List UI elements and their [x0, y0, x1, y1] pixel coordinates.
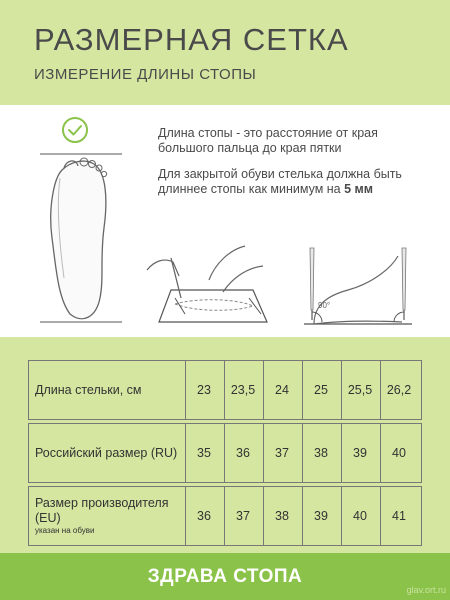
footer-bar	[0, 553, 450, 600]
size-cell: 25,5	[341, 361, 378, 419]
size-cell: 37	[263, 424, 300, 482]
size-cell: 23,5	[224, 361, 261, 419]
row-label	[35, 424, 183, 482]
size-cell: 40	[341, 487, 378, 545]
size-cell: 37	[224, 487, 261, 545]
row-label-text: Российский размер (RU)	[35, 445, 178, 460]
angle-label: 90°	[318, 301, 331, 310]
measure-illustration	[145, 240, 280, 328]
table-row-insole	[28, 360, 422, 420]
size-cell: 35	[185, 424, 222, 482]
size-cell: 40	[380, 424, 417, 482]
brand-name: ЗДРАВА СТОПА	[147, 565, 303, 587]
page-subtitle: ИЗМЕРЕНИЕ ДЛИНЫ СТОПЫ	[34, 66, 257, 83]
insole-note-text: Для закрытой обуви стелька должна быть длиннее стопы как минимум на	[158, 167, 402, 196]
size-cell: 39	[302, 487, 339, 545]
size-cell: 41	[380, 487, 417, 545]
table-row-eu	[28, 486, 422, 546]
insole-note	[158, 167, 428, 197]
insole-note-min: 5 мм	[344, 182, 374, 196]
table-row-ru	[28, 423, 422, 483]
header	[0, 0, 450, 105]
row-sublabel: указан на обуви	[35, 526, 95, 535]
size-cell: 36	[185, 487, 222, 545]
size-cell: 25	[302, 361, 339, 419]
angle-illustration	[300, 240, 420, 332]
row-label-text: Длина стельки, см	[35, 382, 142, 397]
row-label-text: Размер производителя (EU)	[35, 496, 169, 525]
foot-length-definition: Длина стопы - это расстояние от края большого пальца до края пятки	[158, 126, 378, 155]
size-cell: 38	[302, 424, 339, 482]
foot-outline-icon	[30, 148, 130, 328]
check-circle-icon	[61, 116, 89, 144]
size-cell: 26,2	[380, 361, 417, 419]
row-label	[35, 361, 183, 419]
page-title: РАЗМЕРНАЯ СЕТКА	[34, 22, 349, 57]
size-cell: 24	[263, 361, 300, 419]
watermark: glav.ort.ru	[406, 585, 446, 595]
size-cell: 23	[185, 361, 222, 419]
size-cell: 39	[341, 424, 378, 482]
size-cell: 36	[224, 424, 261, 482]
size-cell: 38	[263, 487, 300, 545]
row-label	[35, 487, 183, 545]
